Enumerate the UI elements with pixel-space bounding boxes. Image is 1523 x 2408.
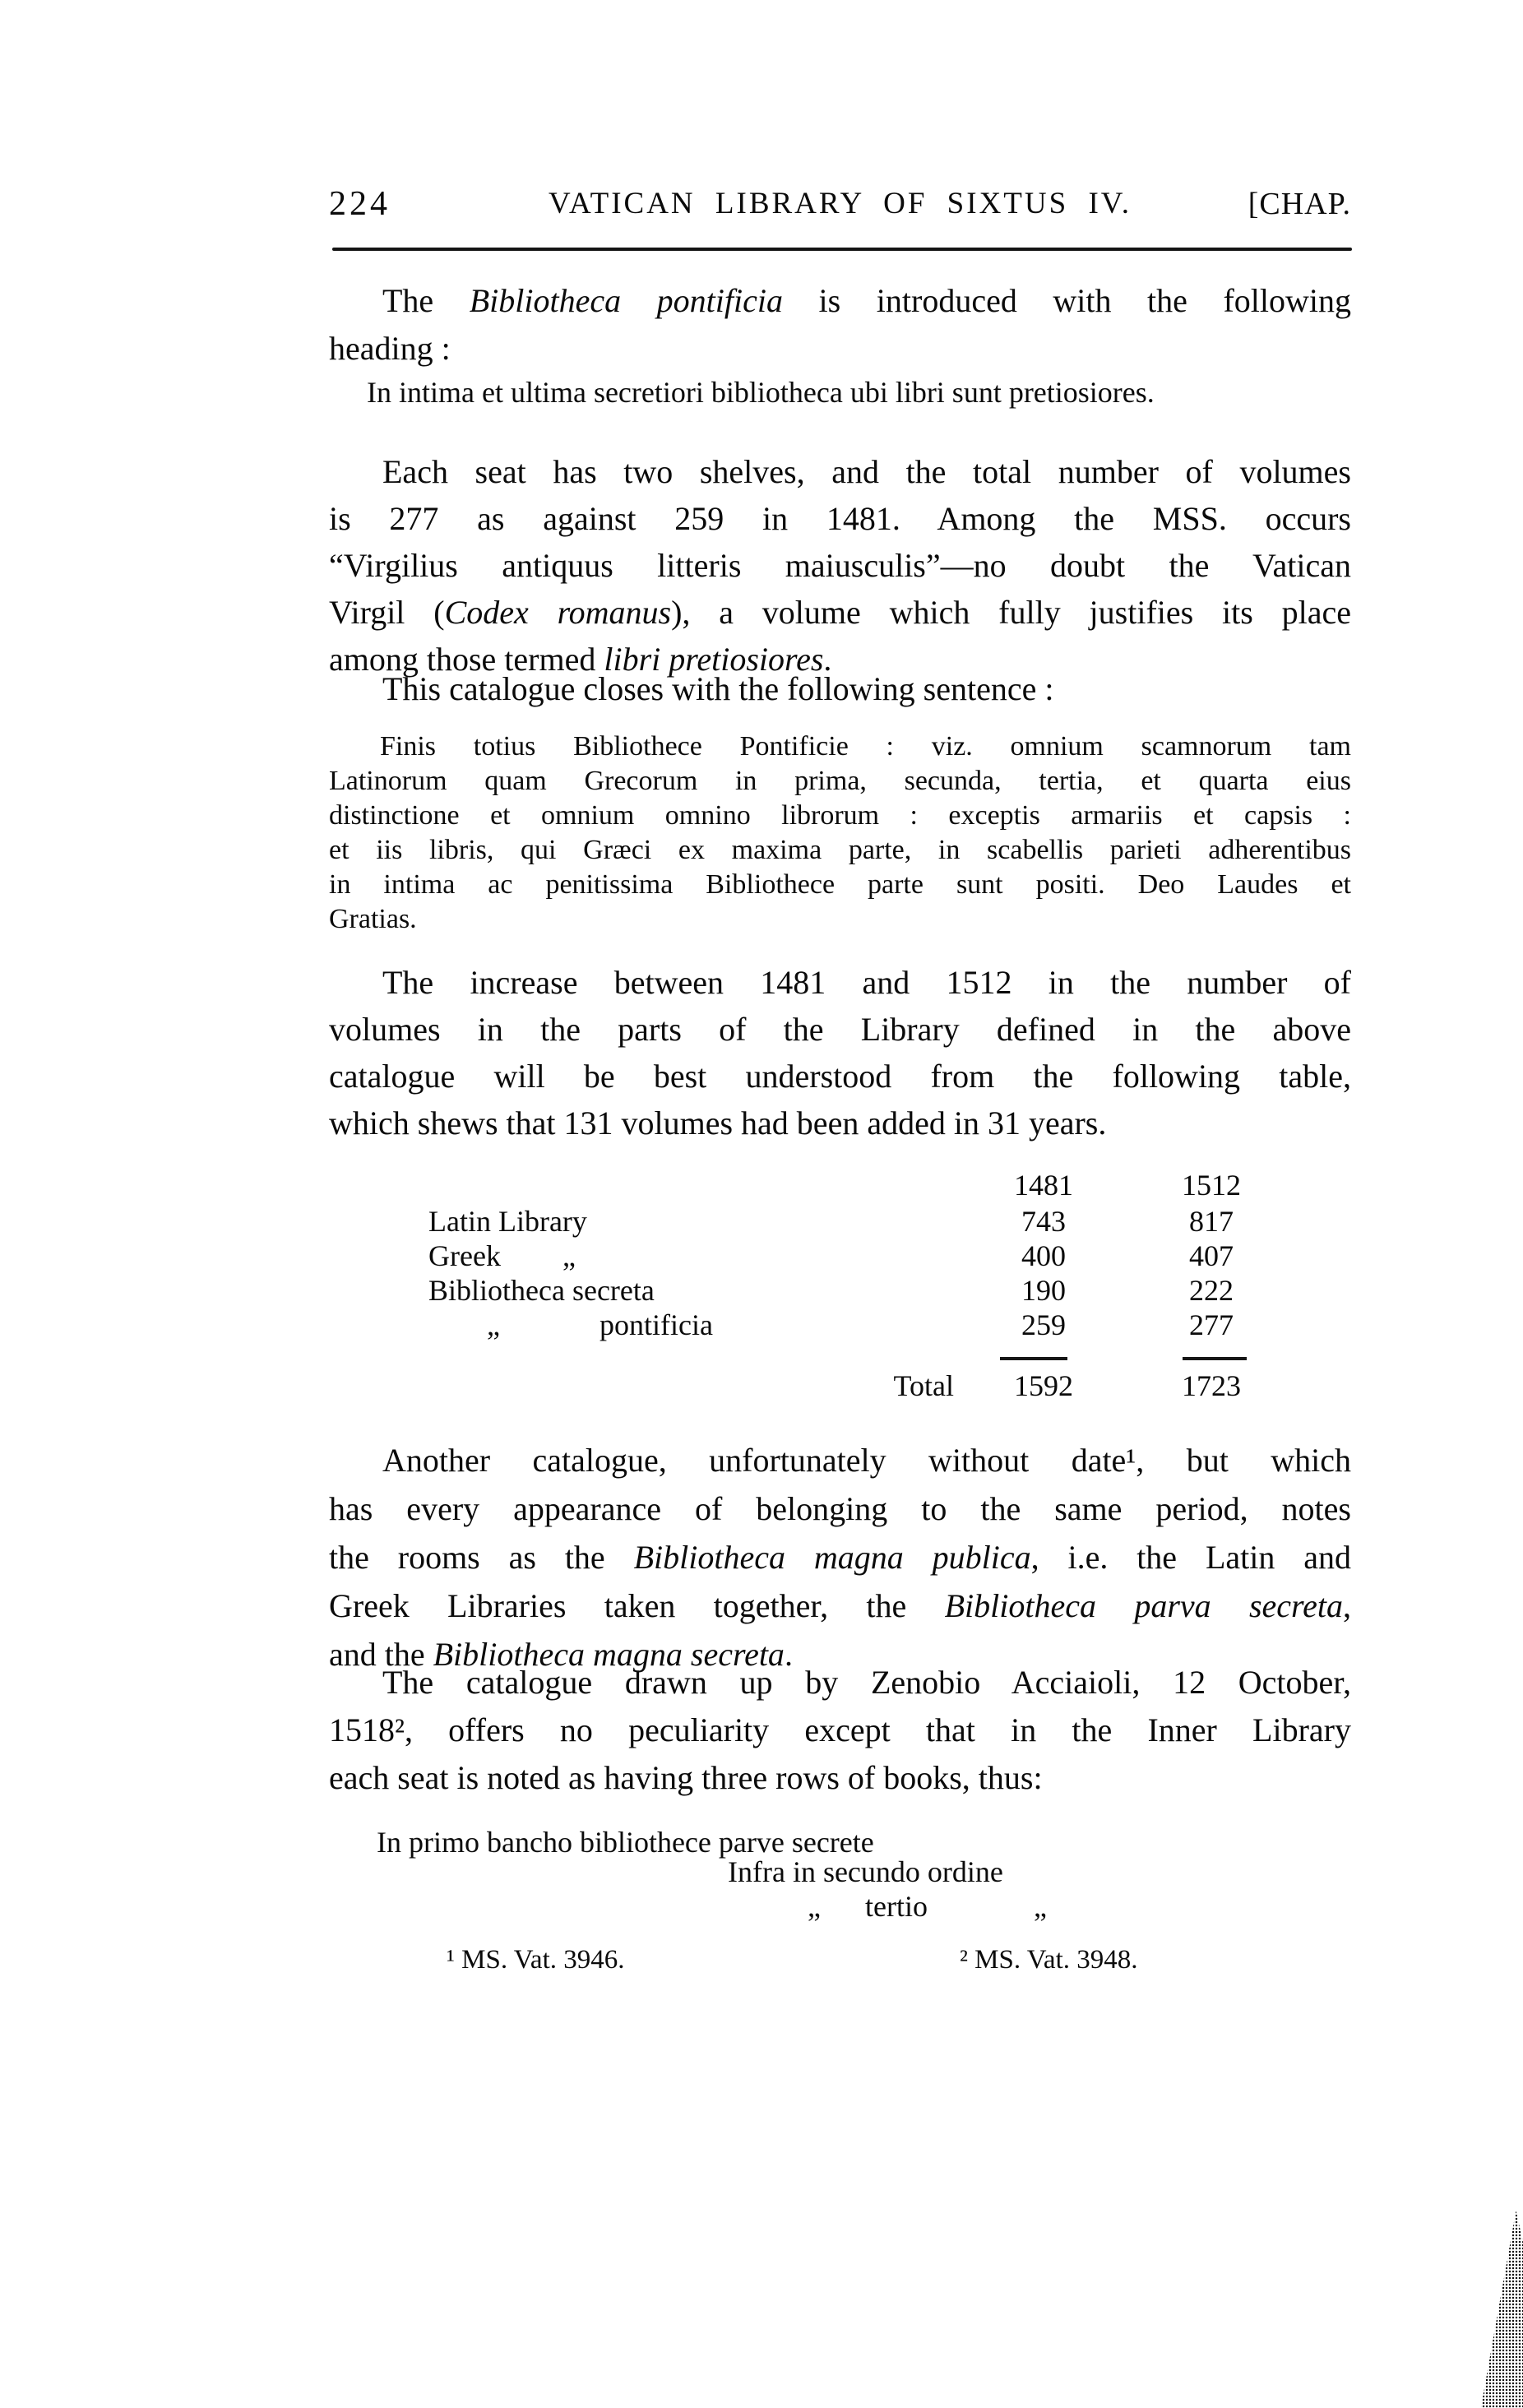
paragraph-line: among those termed libri pretiosiores. [329,641,832,678]
page-number: 224 [329,185,391,223]
paragraph-line: heading : [329,330,451,367]
cell-value: 259 [1021,1308,1066,1341]
running-title: VATICAN LIBRARY OF SIXTUS IV. [549,187,1132,220]
ditto-mark: „ [487,1308,500,1341]
row-label: Latin Library [428,1205,587,1238]
paragraph-line: volumes in the parts of the Library defined in the above [329,1011,1351,1048]
paragraph-line: Virgil (Codex romanus), a volume which fully justifies its place [329,594,1351,631]
bancho-word: tertio [864,1890,928,1923]
quote-line: Finis totius Bibliothece Pontificie : viz. omnium scamnorum tam [380,731,1351,762]
cell-value: 190 [1021,1274,1066,1307]
total-value: 1592 [1014,1369,1073,1402]
paragraph-line: and the Bibliotheca magna secreta. [329,1636,793,1673]
table-header-row [329,1168,1351,1202]
paragraph-line: is 277 as against 259 in 1481. Among the MSS. occurs [329,500,1351,537]
table-sum-rules [329,1350,1351,1362]
sum-rule [1183,1357,1247,1360]
paragraph-line: which shews that 131 volumes had been added in 31 years. [329,1104,1107,1141]
row-label: pontificia [599,1308,713,1341]
paragraph-intro [329,277,1351,373]
paragraph-line: The Bibliotheca pontificia is introduced with the following [382,282,1351,319]
header-rule [332,248,1352,251]
bancho-line-1: In primo bancho bibliothece parve secrete [377,1826,874,1859]
paragraph-line: The catalogue drawn up by Zenobio Acciaioli, 12 October, [382,1664,1351,1701]
cell-value: 743 [1021,1205,1066,1238]
footnote-2: ² MS. Vat. 3948. [960,1945,1138,1975]
ditto-mark: „ [562,1239,576,1272]
footnote-1: ¹ MS. Vat. 3946. [447,1945,625,1975]
cell-value: 222 [1189,1274,1234,1307]
footnotes [329,1941,1351,1979]
column-header-1481: 1481 [1014,1169,1073,1202]
paragraph-acciaioli [329,1659,1351,1802]
running-head [329,183,1351,225]
table-row [329,1239,1351,1273]
total-value: 1723 [1182,1369,1241,1402]
chapter-mark: [CHAP. [1248,187,1351,221]
sum-rule [1000,1357,1067,1360]
paragraph-increase [329,959,1351,1146]
table-row [329,1308,1351,1342]
paragraph-line: The increase between 1481 and 1512 in the number of [382,964,1351,1001]
table-row [329,1204,1351,1239]
cell-value: 407 [1189,1239,1234,1272]
finis-blockquote [329,729,1351,937]
paragraph-line: “Virgilius antiquus litteris maiusculis”—no doubt the Vatican [329,547,1351,584]
paragraph-line: Another catalogue, unfortunately without date¹, but which [382,1442,1351,1479]
paragraph-line: the rooms as the Bibliotheca magna publica, i.e. the Latin and [329,1539,1351,1576]
cell-value: 277 [1189,1308,1234,1341]
quote-line: Latinorum quam Grecorum in prima, secunda, tertia, et quarta eius [329,766,1351,796]
cell-value: 400 [1021,1239,1066,1272]
paragraph-catalogue-closes [329,665,1351,713]
bancho-line-2: Infra in secundo ordine [728,1855,1003,1888]
latin-heading-quote: In intima et ultima secretiori bibliotheca ubi libri sunt pretiosiores. [367,376,1155,409]
total-label: Total [893,1369,954,1402]
paragraph-line: each seat is noted as having three rows of books, thus: [329,1759,1043,1796]
paragraph-line: This catalogue closes with the following sentence : [382,670,1054,707]
bancho-line-3 [808,1888,1047,1924]
paragraph-line: catalogue will be best understood from the following table, [329,1058,1351,1095]
ditto-mark: „ [1033,1890,1047,1923]
paragraph-another-catalogue [329,1436,1351,1679]
column-header-1512: 1512 [1182,1169,1241,1202]
row-label: Greek [428,1239,501,1272]
table-row [329,1273,1351,1308]
paragraph-line: has every appearance of belonging to the same period, notes [329,1490,1351,1527]
paragraph-line: 1518², offers no peculiarity except that in the Inner Library [329,1711,1351,1748]
paragraph-line: Each seat has two shelves, and the total number of volumes [382,453,1351,490]
paragraph-line: Greek Libraries taken together, the Bibliotheca parva secreta, [329,1587,1351,1624]
quote-line: Gratias. [329,904,417,934]
ditto-mark: „ [808,1890,821,1923]
scan-shadow-artifact [1423,2211,1523,2408]
row-label: Bibliotheca secreta [428,1274,655,1307]
table-total-row [329,1368,1351,1403]
quote-line: distinctione et omnium omnino librorum : exceptis armariis et capsis : [329,800,1351,831]
paragraph-seats [329,448,1351,683]
cell-value: 817 [1189,1205,1234,1238]
quote-line: in intima ac penitissima Bibliothece parte sunt positi. Deo Laudes et [329,869,1351,900]
quote-line: et iis libris, qui Græci ex maxima parte, in scabellis parieti adherentibus [329,835,1351,865]
